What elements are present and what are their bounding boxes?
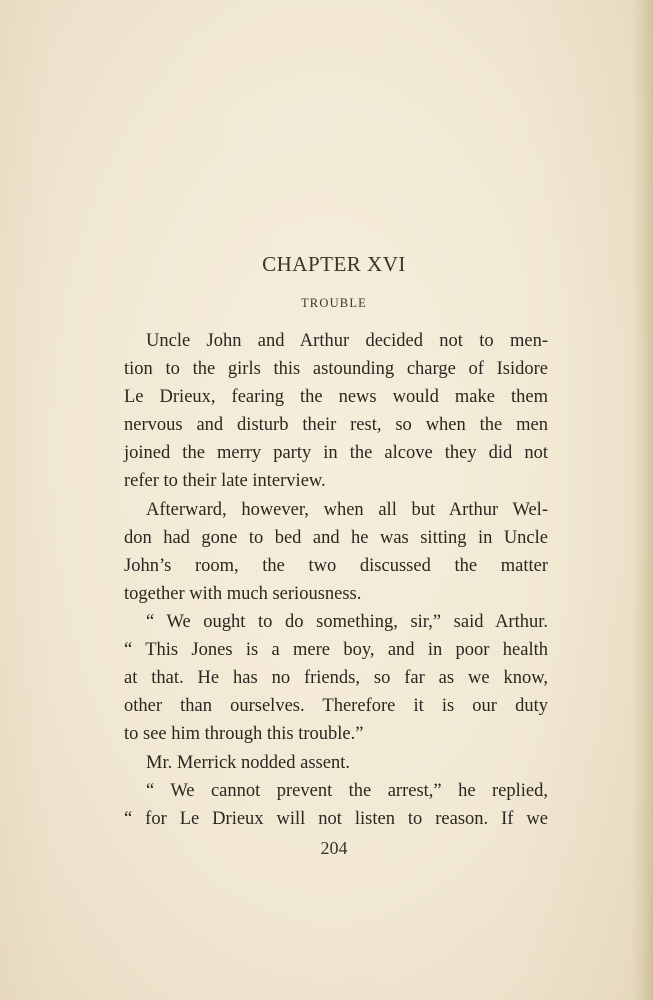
text-line: Le Drieux, fearing the news would make them [124, 387, 548, 407]
text-line: “ for Le Drieux will not listen to reason. If we [124, 809, 548, 829]
text-line: Mr. Merrick nodded assent. [146, 753, 350, 773]
text-line: to see him through this trouble.” [124, 724, 364, 744]
chapter-title: CHAPTER XVI [262, 252, 406, 276]
text-line: Uncle John and Arthur decided not to men- [146, 331, 548, 351]
text-line: tion to the girls this astounding charge of Isidore [124, 359, 548, 379]
text-line: nervous and disturb their rest, so when the men [124, 415, 548, 435]
page-number: 204 [320, 838, 348, 858]
text-line: don had gone to bed and he was sitting in Uncle [124, 528, 548, 548]
text-line: “ We cannot prevent the arrest,” he replied, [146, 781, 548, 801]
text-line: “ We ought to do something, sir,” said Arthur. [146, 612, 548, 632]
text-line: John’s room, the two discussed the matter [124, 556, 548, 576]
text-line: refer to their late interview. [124, 471, 326, 491]
chapter-subtitle: TROUBLE [300, 296, 368, 310]
text-line: at that. He has no friends, so far as we know, [124, 668, 548, 688]
text-line: joined the merry party in the alcove they did not [124, 443, 548, 463]
text-line: “ This Jones is a mere boy, and in poor health [124, 640, 548, 660]
text-line: together with much seriousness. [124, 584, 362, 604]
text-line: other than ourselves. Therefore it is our duty [124, 696, 548, 716]
text-line: Afterward, however, when all but Arthur Wel- [146, 500, 548, 520]
